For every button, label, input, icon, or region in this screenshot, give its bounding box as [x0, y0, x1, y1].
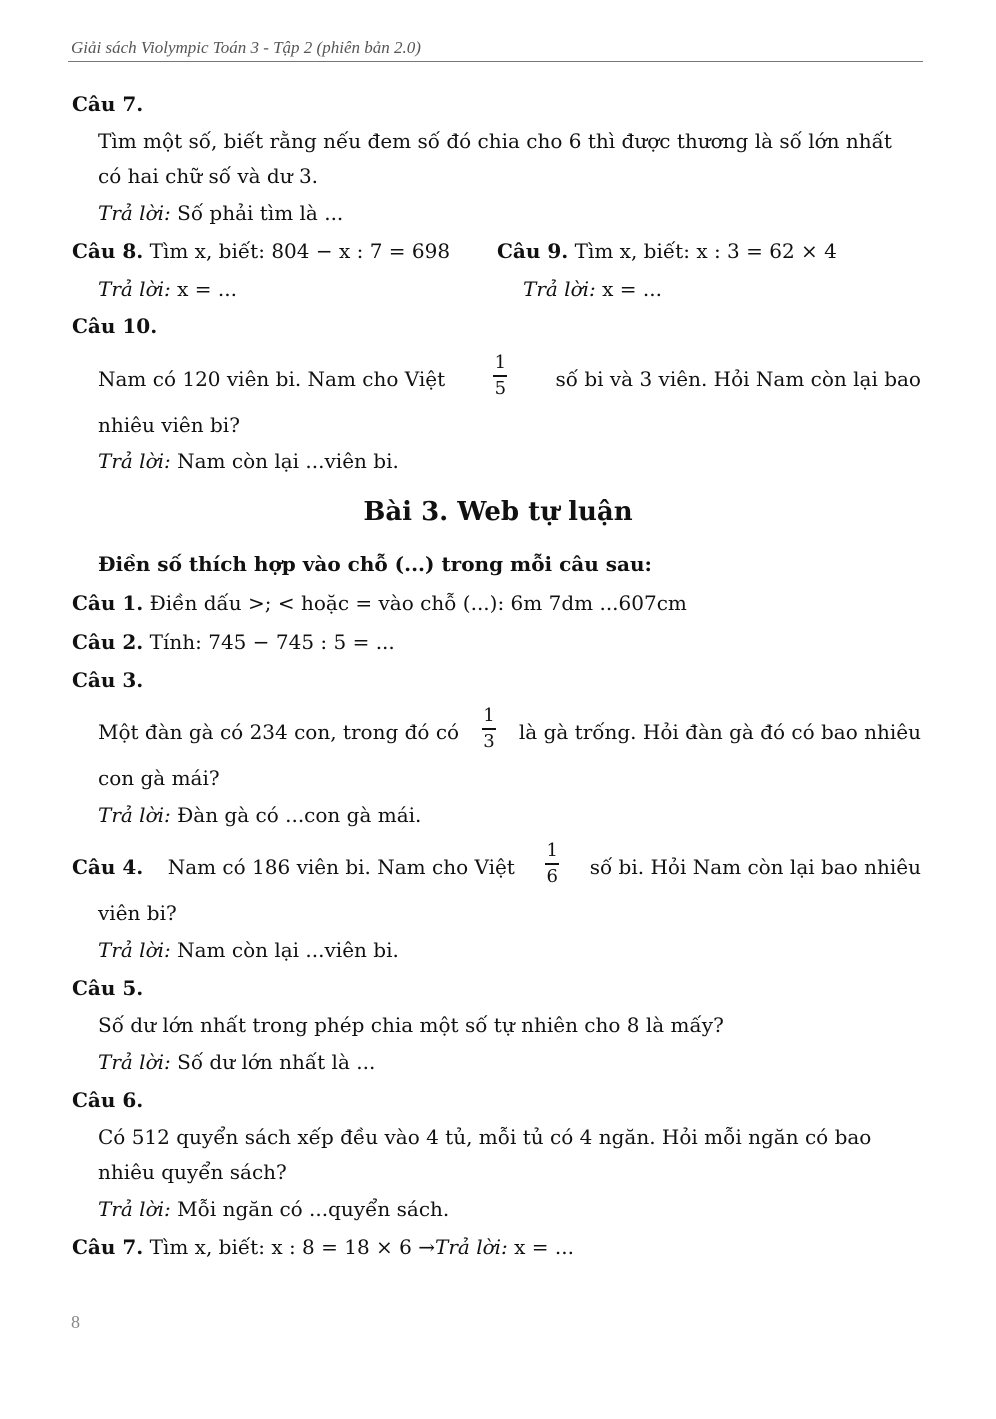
fraction — [493, 353, 507, 399]
question-label: Câu 7. — [72, 1235, 144, 1259]
fraction-bar — [493, 375, 507, 377]
text-part: Một đàn gà có 234 con, trong đó có — [98, 719, 460, 744]
fraction-bar — [545, 863, 559, 865]
question-text: nhiêu quyển sách? — [98, 1160, 287, 1184]
answer-label: Trả lời: — [98, 1197, 171, 1221]
question-text — [98, 352, 921, 402]
answer-line — [98, 447, 399, 475]
question-7 — [72, 1233, 574, 1261]
answer-label: Trả lời: — [435, 1235, 508, 1259]
answer-text: Nam còn lại ...viên bi. — [170, 938, 399, 962]
question-4 — [72, 840, 921, 890]
question-label: Câu 9. — [497, 239, 569, 263]
question-text: Số dư lớn nhất trong phép chia một số tự nhiên cho 8 là mấy? — [98, 1013, 724, 1037]
question-text: Tính: 745 − 745 : 5 = ... — [143, 630, 395, 654]
text-part: số bi và 3 viên. Hỏi Nam còn lại bao — [555, 366, 921, 391]
question-text: viên bi? — [98, 901, 177, 925]
text-part: là gà trống. Hỏi đàn gà đó có bao nhiêu — [518, 719, 921, 744]
answer-line — [98, 275, 237, 303]
question-text: nhiêu viên bi? — [98, 413, 240, 437]
fraction-denominator: 3 — [483, 730, 495, 752]
answer-label: Trả lời: — [98, 449, 171, 473]
answer-text: x = ... — [595, 277, 662, 301]
answer-label: Trả lời: — [98, 938, 171, 962]
answer-line — [98, 1048, 375, 1076]
question-text: Tìm x, biết: x : 3 = 62 × 4 — [568, 239, 837, 263]
question-text: Tìm một số, biết rằng nếu đem số đó chia cho 6 thì được thương là số lớn nhất — [98, 129, 892, 153]
answer-text: Đàn gà có ...con gà mái. — [170, 803, 422, 827]
answer-label: Trả lời: — [98, 277, 171, 301]
question-text: Điền dấu >; < hoặc = vào chỗ (...): 6m 7dm ...607cm — [143, 591, 687, 615]
answer-line — [98, 199, 343, 227]
fraction — [545, 841, 559, 887]
answer-line — [98, 801, 421, 829]
fraction-numerator: 1 — [546, 840, 558, 861]
fraction-bar — [482, 728, 496, 730]
running-header: Giải sách Violympic Toán 3 - Tập 2 (phiên bản 2.0) — [71, 38, 421, 57]
answer-text: Mỗi ngăn có ...quyển sách. — [170, 1197, 450, 1221]
answer-text: Nam còn lại ...viên bi. — [170, 449, 399, 473]
question-1 — [72, 589, 687, 617]
answer-text: x = ... — [507, 1235, 574, 1259]
answer-text: Số phải tìm là ... — [170, 201, 344, 225]
question-label: Câu 6. — [72, 1088, 144, 1112]
section-title: Bài 3. Web tự luận — [363, 497, 633, 527]
question-label: Câu 10. — [72, 314, 158, 338]
question-label: Câu 3. — [72, 668, 144, 692]
text-part: Nam có 186 viên bi. Nam cho Việt — [167, 854, 515, 879]
question-text — [98, 705, 921, 755]
answer-line — [523, 275, 662, 303]
question-text: có hai chữ số và dư 3. — [98, 164, 319, 188]
question-label: Câu 4. — [72, 854, 144, 879]
answer-text: Số dư lớn nhất là ... — [170, 1050, 376, 1074]
answer-text: x = ... — [170, 277, 237, 301]
answer-line — [98, 936, 399, 964]
question-label: Câu 1. — [72, 591, 144, 615]
question-8 — [72, 237, 450, 265]
text-part: Nam có 120 viên bi. Nam cho Việt — [98, 366, 446, 391]
answer-line — [98, 1195, 449, 1223]
answer-label: Trả lời: — [98, 803, 171, 827]
fraction-denominator: 6 — [546, 865, 558, 887]
question-label: Câu 8. — [72, 239, 144, 263]
fraction-numerator: 1 — [494, 352, 507, 373]
question-text: Tìm x, biết: x : 8 = 18 × 6 → — [143, 1235, 436, 1259]
answer-label: Trả lời: — [98, 1050, 171, 1074]
header-divider — [68, 61, 923, 62]
fraction-numerator: 1 — [483, 705, 495, 726]
question-text: Tìm x, biết: 804 − x : 7 = 698 — [143, 239, 451, 263]
question-label: Câu 2. — [72, 630, 144, 654]
question-text: Có 512 quyển sách xếp đều vào 4 tủ, mỗi tủ có 4 ngăn. Hỏi mỗi ngăn có bao — [98, 1125, 872, 1149]
fraction-denominator: 5 — [494, 377, 507, 399]
text-part: số bi. Hỏi Nam còn lại bao nhiêu — [589, 854, 921, 879]
question-text: con gà mái? — [98, 766, 220, 790]
answer-label: Trả lời: — [98, 201, 171, 225]
fraction — [482, 706, 496, 752]
page-number: 8 — [71, 1312, 80, 1332]
question-label: Câu 7. — [72, 92, 144, 116]
question-9 — [497, 237, 837, 265]
question-label: Câu 5. — [72, 976, 144, 1000]
answer-label: Trả lời: — [523, 277, 596, 301]
instruction: Điền số thích hợp vào chỗ (...) trong mỗi câu sau: — [98, 552, 652, 576]
question-2 — [72, 628, 395, 656]
